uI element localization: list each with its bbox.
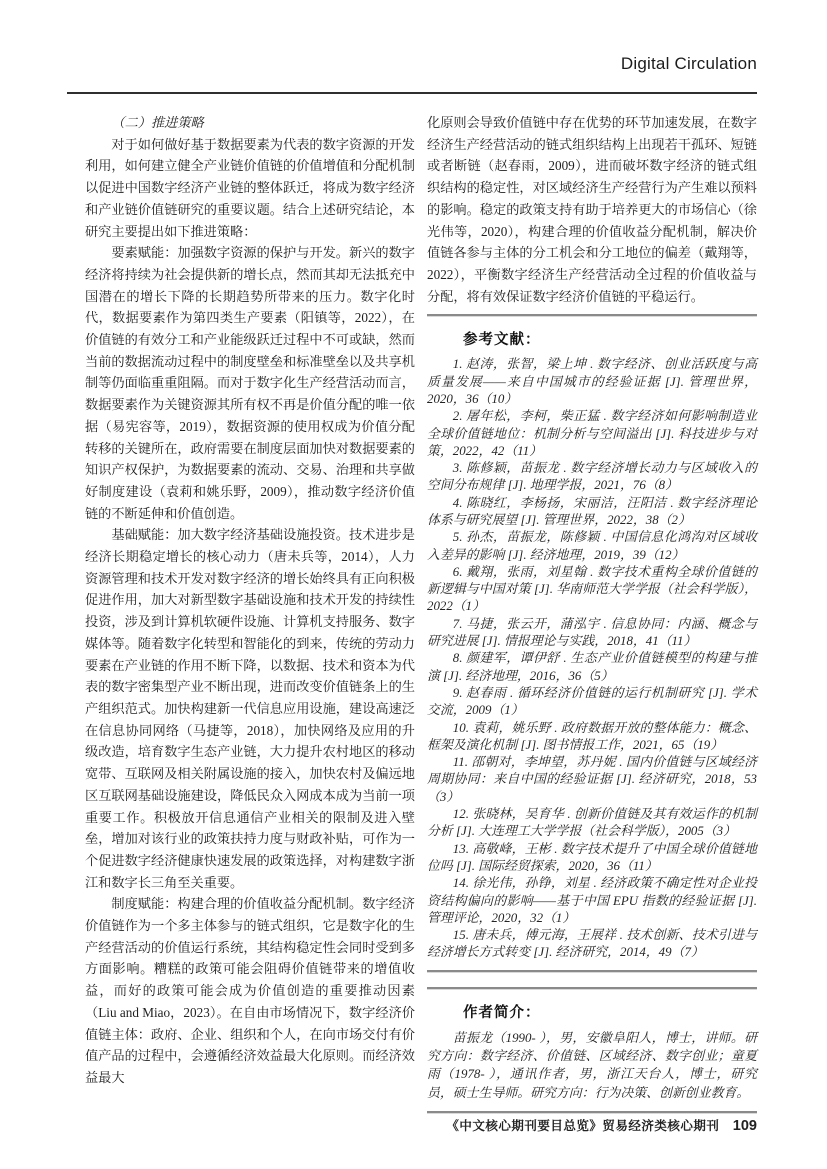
reference-item: 6. 戴翔，张雨，刘星翰 . 数字技术重构全球价值链的新逻辑与中国对策 [J]. 华南师范大学学报（社会科学版），2022（1） [427,564,757,614]
paragraph: 制度赋能：构建合理的价值收益分配机制。数字经济价值链作为一个多主体参与的链式组织，它是数字化的生产经营活动的价值运行系统，其结构稳定性会同时受到多方面影响。糟糕的政策可能会阻碍价值链带来的增值收益，而好的政策可能会成为价值创造的重要推动因素（Liu and Miao，2023）。在自由市场情况下，数字经济价值链主体：政府、企业、组织和个人，在向市场交付有价值产品的过程中，会遵循经济效益最大化原则。而经济效益最大 [85,896,415,1085]
reference-item: 7. 马捷，张云开，蒲泓宇 . 信息协同：内涵、概念与研究进展 [J]. 情报理论与实践，2018，41（11） [427,616,757,649]
references-heading: 参考文献： [463,332,541,349]
bio-bottom-divider [427,1111,757,1114]
bio-divider-lower [427,987,757,990]
reference-item: 13. 高敬峰，王彬 . 数字技术提升了中国全球价值链地位吗 [J]. 国际经贸探索，2020，36（11） [427,841,757,873]
reference-item: 8. 颜建军，谭伊舒 . 生态产业价值链模型的构建与推演 [J]. 经济地理，2016，36（5） [427,651,757,683]
reference-item: 11. 邵朝对，李坤望，苏丹妮 . 国内价值链与区域经济周期协同：来自中国的经验证据 [J]. 经济研究，2018，53（3） [427,755,757,804]
paragraph: 基础赋能：加大数字经济基础设施投资。技术进步是经济长期稳定增长的核心动力（唐未兵等，2014），人力资源管理和技术开发对数字经济的增长始终具有正向积极促进作用，加大对新型数字基础设施和技术开发的持续性投资，涉及到计算机软硬件设施、计算机支持服务、数字媒体等。随着数字化转型和智能化的到来，传统的劳动力要素在产业链的作用不断下降，以数据、技术和资本为代表的数字密集型产业不断出现，进而改变价值链条上的生产组织范式。加快构建新一代信息应用设施，建设高速泛在信息协同网络（马捷等，2018），加快网络及应用的升级改造，培育数字生态产业链，大力提升农村地区的移动宽带、互联网及相关附属设施的接入，加快农村及偏远地区互联网基础设施建设，降低民众入网成本成为当前一项重要工作。积极放开信息通信产业相关的限制及进入壁垒，增加对该行业的政策扶持力度与财政补贴，可作为一个促进数字经济健康快速发展的政策选择，对构建数字浙江和数字长三角至关重要。 [85,527,415,890]
reference-item: 10. 袁莉，姚乐野 . 政府数据开放的整体能力：概念、框架及演化机制 [J]. 图书情报工作，2021，65（19） [427,720,757,752]
paragraph: 要素赋能：加强数字资源的保护与开发。新兴的数字经济将持续为社会提供新的增长点，然而其却无法抵充中国潜在的增长下降的长期趋势所带来的压力。数字化时代，数据要素作为第四类生产要素（阳镇等，2022），在价值链的有效分工和产业能级跃迁过程中不可或缺，然而当前的数据流动过程中的制度壁垒和标准壁垒以及共享机制等仍面临重重阻隔。而对于数字化生产经营活动而言，数据要素作为关键资源其所有权不再是价值分配的唯一依据（易宪容等，2019），数据资源的使用权成为价值分配转移的关键所在，政府需要在制度层面加快对数据要素的知识产权保护，为数据要素的流动、交易、治理和共享做好制度建设（袁莉和姚乐野，2009），推动数字经济价值链的不断延伸和价值创造。 [85,245,415,521]
reference-item: 12. 张晓林，吴育华 . 创新价值链及其有效运作的机制分析 [J]. 大连理工大学学报（社会科学版），2005（3） [427,807,757,839]
left-paragraphs [85,134,415,1089]
author-bio-text: 苗振龙（1990- ），男，安徽阜阳人，博士，讲师。研究方向：数字经济、价值链、区域经济、数字创业；童夏雨（1978- ），通讯作者，男，浙江天台人，博士，研究员，硕士生导师。研究方向：行为决策、创新创业教育。 [427,1030,757,1100]
reference-item: 2. 屠年松，李柯，柴正猛 . 数字经济如何影响制造业全球价值链地位：机制分析与空间溢出 [J]. 科技进步与对策，2022，42（11） [427,409,757,458]
reference-item: 9. 赵春雨 . 循环经济价值链的运行机制研究 [J]. 学术交流，2009（1） [427,685,757,718]
reference-item: 15. 唐未兵，傅元海，王展祥 . 技术创新、技术引进与经济增长方式转变 [J]. 经济研究，2014，49（7） [427,928,757,960]
references-top-divider [427,314,757,317]
page-number: 109 [732,1118,757,1134]
section-heading: （二）推进策略 [111,115,204,130]
bio-divider-upper [427,970,757,973]
continuation-paragraph: 化原则会导致价值链中存在优势的环节加速发展，在数字经济生产经营活动的链式组织结构上出现若干孤环、短链或者断链（赵春雨，2009），进而破坏数字经济的链式组织结构的稳定性，对区域经济生产经营行为产生难以预料的影响。稳定的政策支持有助于培养更大的市场信心（徐光伟等，2020），构建合理的价值收益分配机制，解决价值链各参与主体的分工机会和分工地位的偏差（戴翔等，2022），平衡数字经济生产经营活动全过程的价值收益与分配，将有效保证数字经济价值链的平稳运行。 [427,115,757,304]
footer-journal-note: 《中文核心期刊要目总览》贸易经济类核心期刊 [446,1119,720,1133]
reference-item: 3. 陈修颖，苗振龙 . 数字经济增长动力与区域收入的空间分布规律 [J]. 地理学报，2021，76（8） [427,461,757,493]
right-column [427,112,757,1114]
page-header-title: Digital Circulation [620,54,757,73]
reference-item: 5. 孙杰，苗振龙，陈修颖 . 中国信息化鸿沟对区域收入差异的影响 [J]. 经济地理，2019，39（12） [427,530,757,562]
reference-list [427,356,757,961]
header-rule [67,92,757,94]
author-bio-heading: 作者简介： [463,1004,541,1021]
reference-item: 14. 徐光伟，孙铮，刘星 . 经济政策不确定性对企业投资结构偏向的影响——基于中国 EPU 指数的经验证据 [J]. 管理评论，2020，32（1） [427,876,757,925]
paragraph: 对于如何做好基于数据要素为代表的数字资源的开发利用，如何建立健全产业链价值链的价值增值和分配机制以促进中国数字经济产业链的整体跃迁，将成为数字经济和产业链价值链研究的重要议题。结合上述研究结论，本研究主要提出如下推进策略： [85,136,415,239]
left-column [85,112,415,1089]
reference-item: 1. 赵涛，张智，梁上坤 . 数字经济、创业活跃度与高质量发展——来自中国城市的经验证据 [J]. 管理世界，2020，36（10） [427,357,757,406]
reference-item: 4. 陈晓红，李杨扬，宋丽洁，汪阳洁 . 数字经济理论体系与研究展望 [J]. 管理世界，2022，38（2） [427,495,757,527]
page-footer [446,1116,757,1135]
